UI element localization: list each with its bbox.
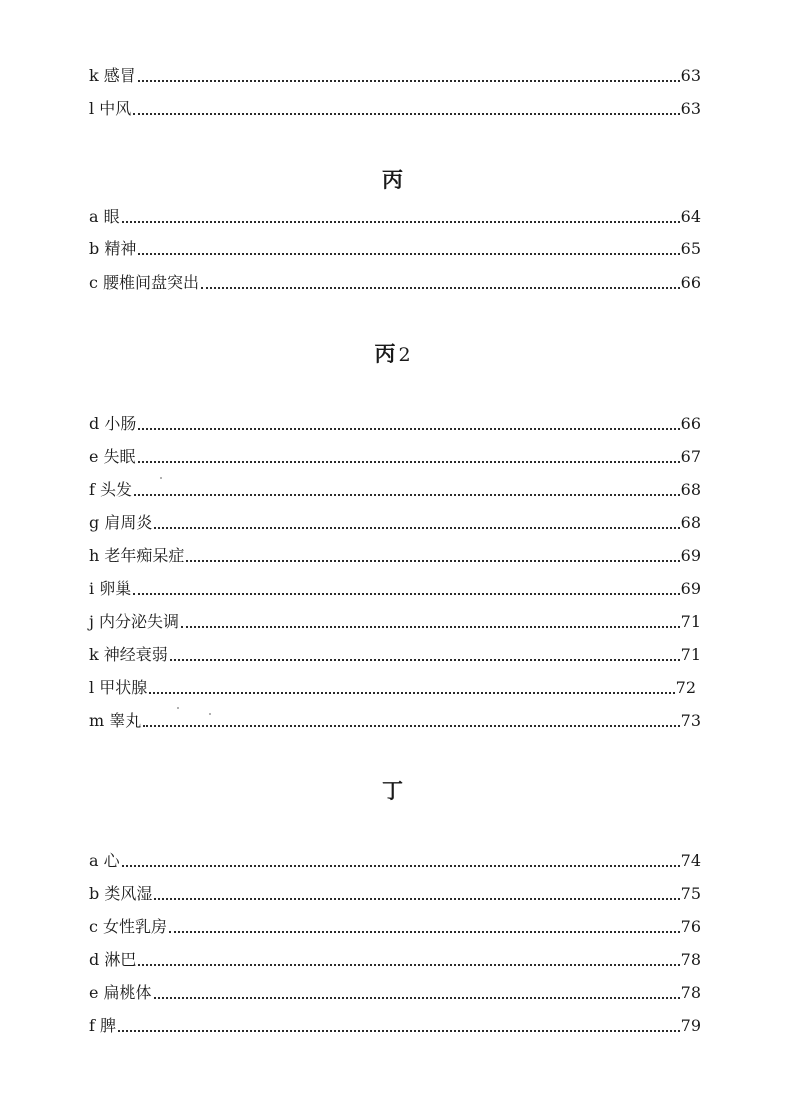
dot-leader <box>138 428 679 430</box>
heading-number: 2 <box>398 344 411 366</box>
dot-leader <box>170 659 680 661</box>
dot-leader <box>201 287 680 289</box>
entry-page-number: 76 <box>680 917 701 936</box>
entry-label: a 心 <box>89 851 120 870</box>
entry-page-number: 73 <box>680 711 701 730</box>
entry-label: m 睾丸 <box>89 711 142 730</box>
heading-text: 丙 <box>374 341 396 366</box>
dot-leader <box>138 964 679 966</box>
toc-entry[interactable] <box>89 233 701 259</box>
heading-text: 丁 <box>382 778 403 803</box>
toc-entry[interactable] <box>89 441 701 467</box>
toc-entry[interactable] <box>89 507 701 533</box>
entry-label: e 失眠 <box>89 447 136 466</box>
toc-entry[interactable] <box>89 911 701 937</box>
entry-label: g 肩周炎 <box>89 513 153 532</box>
toc-entry[interactable] <box>89 267 701 293</box>
dot-leader <box>118 1030 680 1032</box>
dot-leader <box>169 931 680 933</box>
dot-leader <box>138 461 680 463</box>
toc-entry[interactable] <box>89 705 701 731</box>
toc-entry[interactable] <box>89 944 701 970</box>
dot-leader <box>122 221 680 223</box>
dot-leader <box>143 725 679 727</box>
dot-leader <box>149 692 674 694</box>
toc-entry[interactable] <box>89 977 701 1003</box>
section-heading <box>0 166 785 194</box>
dot-leader <box>134 494 680 496</box>
entry-page-number: 67 <box>680 447 701 466</box>
entry-label: k 感冒 <box>89 66 136 85</box>
dot-leader <box>138 80 680 82</box>
entry-label: l 中风 <box>89 99 132 118</box>
entry-page-number: 72 <box>675 678 696 697</box>
toc-entry[interactable] <box>89 606 701 632</box>
scan-speck <box>160 477 162 479</box>
entry-label: f 头发 <box>89 480 133 499</box>
entry-page-number: 63 <box>680 66 701 85</box>
toc-entry[interactable] <box>89 1010 701 1036</box>
entry-label: k 神经衰弱 <box>89 645 168 664</box>
entry-page-number: 64 <box>680 207 701 226</box>
entry-page-number: 65 <box>680 239 701 258</box>
entry-label: c 女性乳房 <box>89 917 168 936</box>
toc-entry[interactable] <box>89 672 696 698</box>
entry-label: j 内分泌失调 <box>89 612 180 631</box>
dot-leader <box>154 898 679 900</box>
entry-page-number: 75 <box>680 884 701 903</box>
dot-leader <box>186 560 679 562</box>
entry-label: d 小肠 <box>89 414 137 433</box>
entry-page-number: 68 <box>680 480 701 499</box>
toc-entry[interactable] <box>89 201 701 227</box>
toc-entry[interactable] <box>89 845 701 871</box>
entry-page-number: 71 <box>680 612 701 631</box>
toc-entry[interactable] <box>89 573 701 599</box>
entry-page-number: 74 <box>680 851 701 870</box>
toc-entry[interactable] <box>89 639 701 665</box>
entry-label: a 眼 <box>89 207 120 226</box>
entry-label: l 甲状腺 <box>89 678 148 697</box>
heading-text: 丙 <box>382 167 403 192</box>
dot-leader <box>138 253 679 255</box>
entry-label: h 老年痴呆症 <box>89 546 185 565</box>
toc-entry[interactable] <box>89 474 701 500</box>
toc-entry[interactable] <box>89 60 701 86</box>
entry-page-number: 63 <box>680 99 701 118</box>
dot-leader <box>133 593 679 595</box>
dot-leader <box>133 113 679 115</box>
entry-label: i 卵巢 <box>89 579 132 598</box>
entry-page-number: 66 <box>680 273 701 292</box>
entry-label: d 淋巴 <box>89 950 137 969</box>
entry-label: e 扁桃体 <box>89 983 152 1002</box>
dot-leader <box>154 527 679 529</box>
scan-speck <box>209 713 211 715</box>
entry-page-number: 78 <box>680 983 701 1002</box>
entry-page-number: 68 <box>680 513 701 532</box>
entry-label: b 精神 <box>89 239 137 258</box>
scan-speck <box>177 707 179 709</box>
section-heading <box>0 340 785 369</box>
toc-entry[interactable] <box>89 408 701 434</box>
toc-entry[interactable] <box>89 878 701 904</box>
entry-page-number: 78 <box>680 950 701 969</box>
toc-entry[interactable] <box>89 540 701 566</box>
entry-label: b 类风湿 <box>89 884 153 903</box>
entry-page-number: 66 <box>680 414 701 433</box>
dot-leader <box>154 997 680 999</box>
entry-page-number: 69 <box>680 546 701 565</box>
entry-label: c 腰椎间盘突出 <box>89 273 200 292</box>
dot-leader <box>181 626 680 628</box>
entry-label: f 脾 <box>89 1016 117 1035</box>
toc-entry[interactable] <box>89 93 701 119</box>
dot-leader <box>122 865 680 867</box>
section-heading <box>0 777 785 805</box>
entry-page-number: 69 <box>680 579 701 598</box>
entry-page-number: 71 <box>680 645 701 664</box>
entry-page-number: 79 <box>680 1016 701 1035</box>
